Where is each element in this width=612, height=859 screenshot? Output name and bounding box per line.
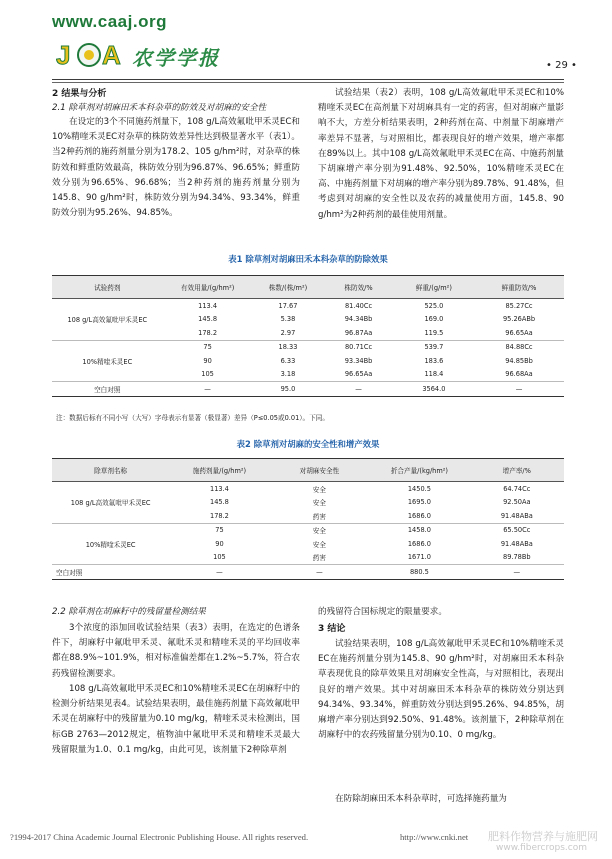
table-cell: 1686.0: [407, 539, 431, 548]
header-rule: [52, 79, 564, 80]
table-cell: —: [474, 382, 564, 397]
table-cell: 91.48ABa: [500, 511, 533, 520]
table-cell: 93.34Bb: [344, 356, 373, 365]
table1-col-plant-effect: 株防效/%: [323, 276, 393, 299]
paragraph-conclusion-2: 在防除胡麻田禾本科杂草时，可选择施药量为: [335, 794, 507, 804]
table1-col-weight-effect: 鲜重防效/%: [474, 276, 564, 299]
page-number: • 29 •: [546, 60, 577, 71]
table-cell: 1671.0: [407, 553, 431, 562]
table-row: [52, 299, 564, 313]
table-cell: 90: [215, 539, 224, 548]
table-cell: 5.38: [280, 315, 296, 324]
table-cell: 75: [163, 340, 253, 354]
table-cell: —: [323, 382, 393, 397]
journal-logo: [56, 40, 134, 68]
table2: [52, 458, 564, 580]
table-cell: 1695.0: [407, 498, 431, 507]
table-cell: 安全: [270, 523, 370, 537]
watermark-text: 肥料作物营养与施肥网: [488, 830, 598, 843]
table-cell: 84.88Cc: [474, 340, 564, 354]
table-cell: 169.0: [424, 315, 444, 324]
table-cell: 3.18: [280, 370, 296, 379]
table-cell: 91.48ABa: [500, 539, 533, 548]
table-cell: 64.74Cc: [503, 484, 531, 493]
table-cell: 95.26ABb: [502, 315, 536, 324]
table-cell: 17.67: [278, 301, 298, 310]
table1-col-agent: 试验药剂: [52, 276, 163, 299]
table-cell: —: [169, 565, 269, 580]
table2-caption: 表2 除草剂对胡麻的安全性和增产效果: [236, 439, 380, 449]
table1: [52, 275, 564, 397]
table-cell: 90: [203, 356, 212, 365]
table-cell: 安全: [312, 499, 326, 508]
table-cell: 药害: [312, 512, 326, 521]
table1-col-dose: 有效用量/(g/hm²): [163, 276, 253, 299]
table-cell: 80.71Cc: [323, 340, 393, 354]
table1-agent-c: 空白对照: [52, 382, 163, 397]
table-cell: 85.27Cc: [505, 301, 533, 310]
header-rule-thin: [52, 82, 564, 83]
table-cell: 3564.0: [394, 382, 474, 397]
svg-text:A: A: [102, 40, 121, 68]
table-cell: 94.34Bb: [344, 315, 373, 324]
subsection-heading-2-2: 2.2 除草剂在胡麻籽中的残留量检测结果: [52, 607, 206, 617]
table2-col-dose: 施药剂量/(g/hm²): [169, 459, 269, 482]
footer-copyright: ?1994-2017 China Academic Journal Electronic Publishing House. All rights reserved.: [10, 832, 309, 842]
table1-col-fresh-weight: 鲜重/(g/m²): [394, 276, 474, 299]
table-cell: 105: [213, 553, 226, 562]
table-cell: 1458.0: [369, 523, 469, 537]
table-cell: 105: [201, 370, 214, 379]
table-cell: —: [470, 565, 564, 580]
table-row: [52, 523, 564, 537]
table2-col-agent: 除草剂名称: [52, 459, 169, 482]
table-cell: 178.2: [198, 328, 218, 337]
table-cell: 178.2: [210, 511, 229, 520]
table-cell: 96.68Aa: [505, 370, 533, 379]
table1-agent-a: 108 g/L高效氟吡甲禾灵EC: [67, 316, 148, 325]
journal-title: 农学学报: [132, 46, 220, 70]
table-cell: 92.50Aa: [503, 498, 531, 507]
table-row: [52, 482, 564, 496]
table2-header-row: [52, 459, 564, 482]
table-cell: 81.40Cc: [344, 301, 373, 310]
table2-col-increase: 增产率/%: [470, 459, 564, 482]
table1-note: 注：数据后标有不同小写（大写）字母表示有显著（极显著）差异（P≤0.05或0.01）。下同。: [56, 414, 329, 422]
table-cell: 96.87Aa: [344, 328, 373, 337]
table-cell: 94.85Bb: [505, 356, 533, 365]
paragraph-residue-1: 3个浓度的添加回收试验结果（表3）表明，在选定的色谱条件下，胡麻籽中氟吡甲禾灵、氟吡禾灵和精喹禾灵的平均回收率都在88.9%~101.9%，相对标准偏差都在1.2%~5.7%，符合农药残留检测要求。: [52, 623, 300, 679]
table-cell: 2.97: [280, 328, 296, 337]
table-cell: 96.65Aa: [344, 370, 373, 379]
table-cell: 118.4: [424, 370, 444, 379]
table-cell: 145.8: [198, 315, 218, 324]
table-row: [52, 340, 564, 354]
table-cell: 880.5: [369, 565, 469, 580]
table-cell: 145.8: [210, 498, 229, 507]
section-heading-conclusion: 3 结论: [318, 624, 346, 634]
table-row: [52, 382, 564, 397]
table2-agent-b: 10%精喹禾灵EC: [52, 523, 169, 565]
table-cell: 539.7: [394, 340, 474, 354]
table-cell: 6.33: [280, 356, 296, 365]
paragraph-residue-2: 108 g/L高效氟吡甲禾灵EC和10%精喹禾灵EC在胡麻籽中的检测分析结果见表4。试验结果表明，最佳施药剂量下高效氟吡甲禾灵在胡麻籽中的残留量为0.10 mg/kg，精喹禾灵未检测出，国标GB 2763—2012规定，植物油中氟吡甲禾灵和精喹禾灵最大残留限量为1.0、0.1 mg/kg，由此可见，该剂量下2种除草剂: [52, 684, 300, 755]
table-cell: 95.0: [253, 382, 324, 397]
table-cell: 安全: [312, 540, 326, 549]
table1-col-count: 株数/(株/m²): [253, 276, 324, 299]
section-heading-results: 2 结果与分析: [52, 89, 107, 99]
subsection-heading-2-1: 2.1 除草剂对胡麻田禾本科杂草的防效及对胡麻的安全性: [52, 103, 267, 113]
table-cell: —: [163, 382, 253, 397]
table-row: [52, 565, 564, 580]
watermark-url: www.fibercrops.com: [496, 843, 587, 853]
table-cell: 安全: [312, 485, 326, 494]
table2-col-safety: 对胡麻安全性: [270, 459, 370, 482]
paragraph-residue-cont: 的残留符合国标规定的限量要求。: [318, 607, 447, 617]
journal-url[interactable]: www.caaj.org: [52, 12, 167, 31]
table1-header-row: [52, 276, 564, 299]
table1-caption: 表1 除草剂对胡麻田禾本科杂草的防除效果: [228, 254, 388, 264]
table-cell: —: [270, 565, 370, 580]
table-cell: 89.78Bb: [503, 553, 531, 562]
table-cell: 119.5: [424, 328, 444, 337]
table-cell: 1686.0: [407, 511, 431, 520]
table-cell: 113.4: [198, 301, 218, 310]
footer-site-link[interactable]: http://www.cnki.net: [400, 832, 469, 842]
table-cell: 75: [169, 523, 269, 537]
table-cell: 525.0: [424, 301, 444, 310]
table1-agent-b: 10%精喹禾灵EC: [52, 340, 163, 382]
table-cell: 96.65Aa: [505, 328, 533, 337]
paragraph-results-2: 试验结果（表2）表明，108 g/L高效氟吡甲禾灵EC和10%精喹禾灵EC在高剂量下对胡麻具有一定的药害，但对胡麻产量影响不大，方差分析结果表明，2种药剂在高、中剂量下胡麻增产率差异不显著，与对照相比，都表现良好的增产效果，增产率都在89%以上。其中108 g/L高效氟吡甲禾灵EC在高、中施药剂量下胡麻增产率分别为91.48%、92.50%，10%精喹禾灵EC在高、中施药剂量下对胡麻的增产率分别为89.78%、91.48%，但考虑到对胡麻的安全性以及农药的减量使用方面，145.8、90 g/hm²为2种药剂的最佳使用剂量。: [318, 88, 565, 220]
table-cell: 183.6: [424, 356, 444, 365]
paragraph-results-1: 在设定的3个不同施药剂量下，108 g/L高效氟吡甲禾灵EC和10%精喹禾灵EC对杂草的株防效差异性达到极显著水平（表1）。当2种药剂的施药剂量分别为178.2、105 g/hm²时，对杂草的株防效和鲜重防效最高，株防效分别为96.87%、96.65%；鲜重防效分别为96.65%、96.68%；当2种药剂的施药剂量分别为145.8、90 g/hm²时，株防效分别为94.34%、93.34%，鲜重防效分别为95.26%、94.85%。: [52, 117, 300, 219]
table-cell: 药害: [312, 554, 326, 563]
table-cell: 1450.5: [407, 484, 431, 493]
table2-agent-a: 108 g/L高效氟吡甲禾灵EC: [70, 499, 151, 508]
table2-agent-c: 空白对照: [52, 565, 169, 580]
paragraph-conclusion-1: 试验结果表明，108 g/L高效氟吡甲禾灵EC和10%精喹禾灵EC在施药剂量分别为145.8、90 g/hm²时，对胡麻田禾本科杂草表现优良的除草效果且对胡麻安全性高，与对照相比，表现出良好的增产效果。其中对胡麻田禾本科杂草的株防效分别达到94.34%、93.34%，鲜重防效分别达到95.26%、94.85%，胡麻增产率分别达到92.50%、91.48%。该剂量下，2种除草剂在胡麻籽中的农药残留量分别为0.10、0 mg/kg。: [318, 639, 564, 741]
svg-text:J: J: [56, 40, 71, 68]
table-cell: 18.33: [253, 340, 324, 354]
table-cell: 113.4: [210, 484, 229, 493]
table2-col-yield: 折合产量/(kg/hm²): [369, 459, 469, 482]
table-cell: 65.50Cc: [470, 523, 564, 537]
